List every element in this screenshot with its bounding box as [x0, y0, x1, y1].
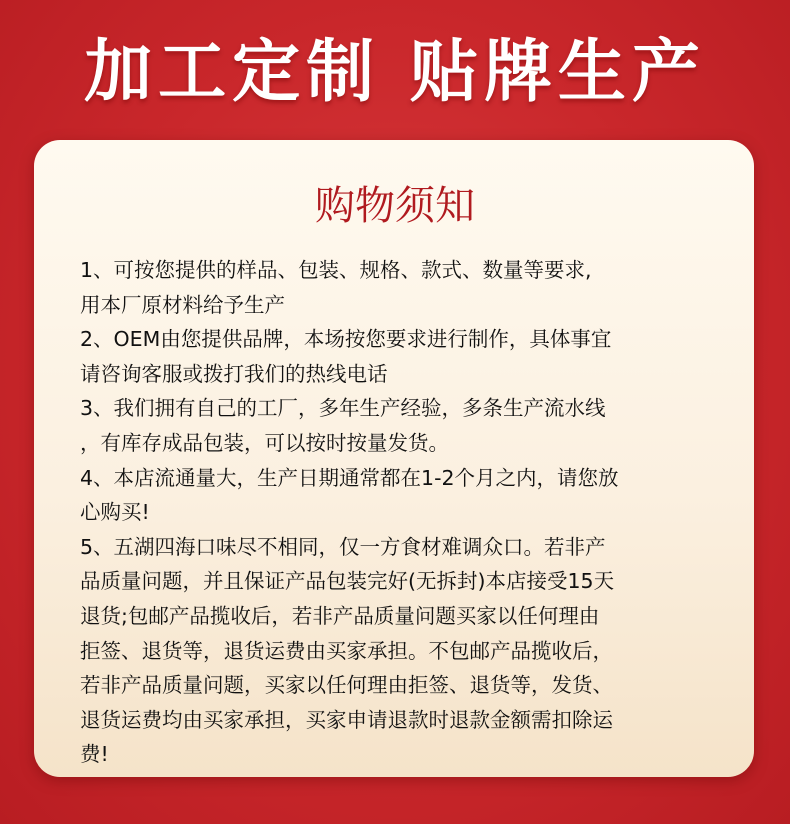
notice-line: 退货运费均由买家承担，买家申请退款时退款金额需扣除运 [80, 707, 613, 732]
notice-heading: 购物须知 [315, 183, 475, 229]
notice-line: 费! [80, 742, 109, 767]
notice-line: 2、OEM由您提供品牌，本场按您要求进行制作，具体事宜 [80, 327, 612, 352]
notice-line: 拒签、退货等，退货运费由买家承担。不包邮产品揽收后， [80, 638, 613, 663]
notice-line: 请咨询客服或拨打我们的热线电话 [80, 361, 388, 386]
notice-line: 用本厂原材料给予生产 [80, 292, 285, 317]
notice-line: ，有库存成品包装，可以按时按量发货。 [80, 430, 449, 455]
notice-line: 5、五湖四海口味尽不相同，仅一方食材难调众口。若非产 [80, 534, 606, 559]
notice-line: 若非产品质量问题，买家以任何理由拒签、退货等，发货、 [80, 673, 613, 698]
notice-line: 品质量问题，并且保证产品包装完好(无拆封)本店接受15天 [80, 569, 615, 594]
notice-text [80, 253, 730, 772]
notice-line: 1、可按您提供的样品、包装、规格、款式、数量等要求, [80, 258, 592, 282]
notice-line: 4、本店流通量大，生产日期通常都在1-2个月之内，请您放 [80, 465, 619, 490]
notice-line: 3、我们拥有自己的工厂，多年生产经验，多条生产流水线 [80, 396, 606, 421]
banner-title: 加工定制 贴牌生产 [84, 33, 706, 112]
notice-line: 退货;包邮产品揽收后，若非产品质量问题买家以任何理由 [80, 603, 600, 628]
notice-line: 心购买! [80, 500, 150, 525]
